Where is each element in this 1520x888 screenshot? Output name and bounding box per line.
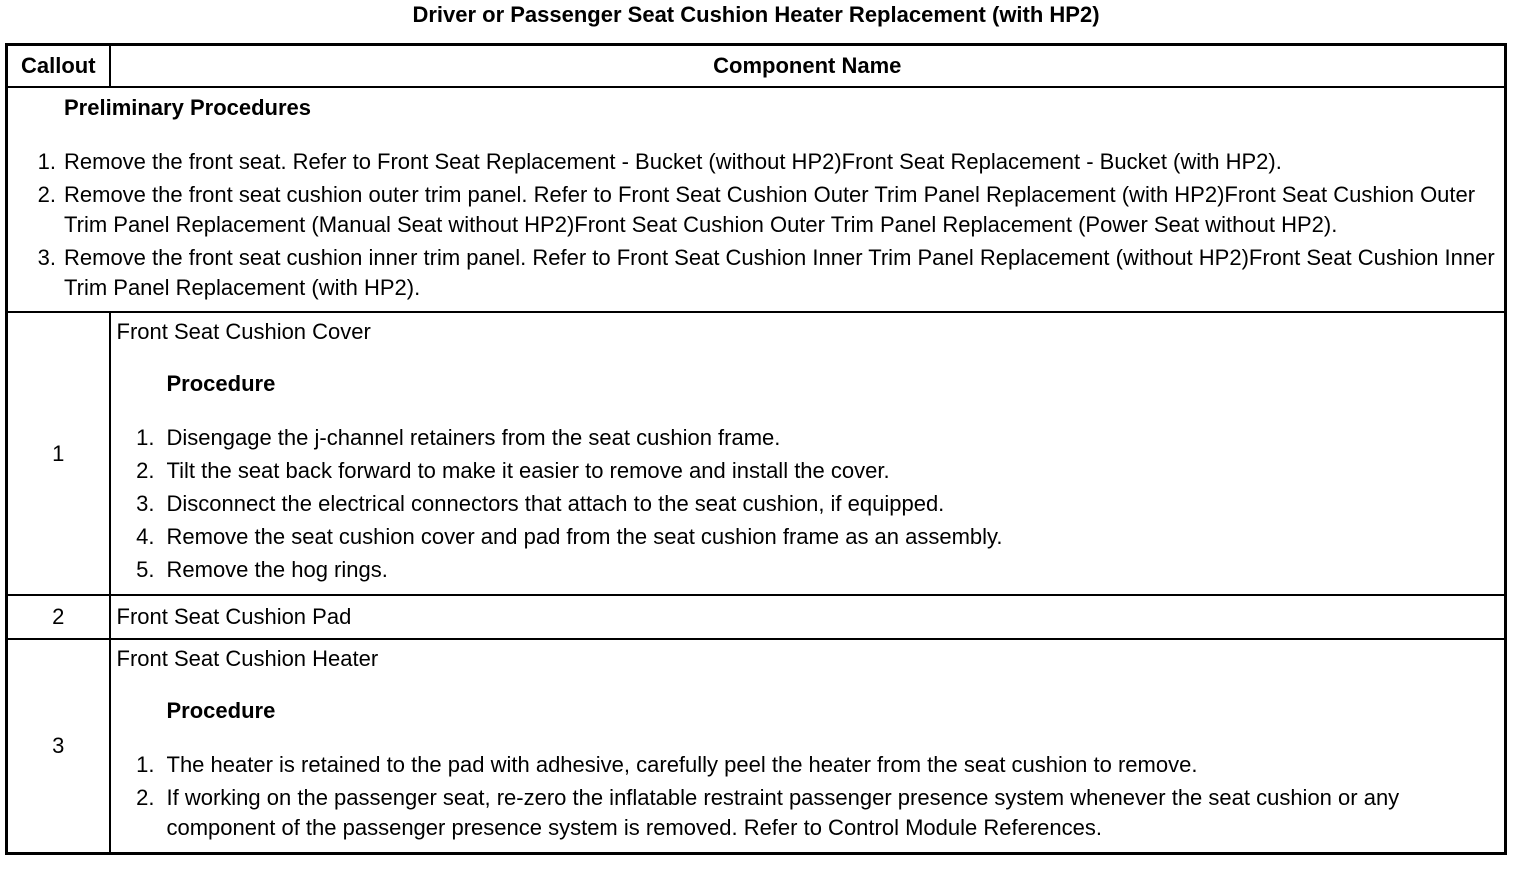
procedure-heading: Procedure xyxy=(166,698,276,723)
preliminary-steps xyxy=(22,147,1498,303)
header-callout: Callout xyxy=(7,45,110,88)
step-text: Remove the hog rings. xyxy=(166,557,388,582)
component-name: Front Seat Cushion Heater xyxy=(116,646,379,671)
callout-cell: 2 xyxy=(7,595,110,639)
step-text: Disengage the j-channel retainers from the seat cushion frame. xyxy=(166,425,781,450)
procedure-steps xyxy=(117,423,1499,585)
list-item: 2. Remove the front seat cushion outer trim panel. Refer to Front Seat Cushion Outer Trim Panel Replacement (with HP2)Front Seat Cushion Outer Trim Panel Replacement (Manual Seat without HP2)Front Seat Cushion Outer Trim Panel Replacement (Power Seat without HP2). xyxy=(37,182,1476,237)
component-name: Front Seat Cushion Cover xyxy=(116,319,371,344)
procedure-table xyxy=(5,43,1507,855)
table-header-row xyxy=(7,45,1506,88)
component-cell xyxy=(110,639,1506,854)
list-item: 1. Disengage the j-channel retainers from the seat cushion frame. xyxy=(136,425,781,450)
preliminary-heading: Preliminary Procedures xyxy=(64,95,312,120)
step-text: Remove the front seat. Refer to Front Seat Replacement - Bucket (without HP2)Front Seat Replacement - Bucket (with HP2). xyxy=(64,149,1282,174)
header-component-name: Component Name xyxy=(110,45,1506,88)
table-row xyxy=(7,312,1506,595)
procedure-heading: Procedure xyxy=(166,371,276,396)
component-cell xyxy=(110,312,1506,595)
preliminary-cell xyxy=(7,87,1506,312)
callout-cell: 1 xyxy=(7,312,110,595)
step-text: Tilt the seat back forward to make it easier to remove and install the cover. xyxy=(166,458,890,483)
list-item: 2. If working on the passenger seat, re-zero the inflatable restraint passenger presence system whenever the seat cushion or any component of the passenger presence system is removed. Refer to Control Module References. xyxy=(136,785,1400,840)
table-row xyxy=(7,639,1506,854)
step-text: If working on the passenger seat, re-zero the inflatable restraint passenger presence system whenever the seat cushion or any component of the passenger presence system is removed. Refer to Control Module References. xyxy=(166,785,1400,840)
procedure-steps xyxy=(117,750,1499,843)
list-item: 1. The heater is retained to the pad with adhesive, carefully peel the heater from the seat cushion to remove. xyxy=(136,752,1198,777)
component-name: Front Seat Cushion Pad xyxy=(110,595,1506,639)
step-text: Remove the front seat cushion outer trim panel. Refer to Front Seat Cushion Outer Trim Panel Replacement (with HP2)Front Seat Cushion Outer Trim Panel Replacement (Manual Seat without HP2)Front Seat Cushion Outer Trim Panel Replacement (Power Seat without HP2). xyxy=(64,182,1476,237)
list-item: 1. Remove the front seat. Refer to Front Seat Replacement - Bucket (without HP2)Front Seat Replacement - Bucket (with HP2). xyxy=(37,149,1282,174)
preliminary-row xyxy=(7,87,1506,312)
table-row xyxy=(7,595,1506,639)
list-item: 2. Tilt the seat back forward to make it easier to remove and install the cover. xyxy=(136,458,890,483)
document-title: Driver or Passenger Seat Cushion Heater Replacement (with HP2) xyxy=(412,2,1100,27)
step-text: The heater is retained to the pad with adhesive, carefully peel the heater from the seat cushion to remove. xyxy=(166,752,1198,777)
list-item: 5. Remove the hog rings. xyxy=(136,557,388,582)
step-text: Disconnect the electrical connectors that attach to the seat cushion, if equipped. xyxy=(166,491,945,516)
list-item: 3. Disconnect the electrical connectors that attach to the seat cushion, if equipped. xyxy=(136,491,945,516)
list-item: 4. Remove the seat cushion cover and pad from the seat cushion frame as an assembly. xyxy=(136,524,1003,549)
step-text: Remove the seat cushion cover and pad from the seat cushion frame as an assembly. xyxy=(166,524,1003,549)
step-text: Remove the front seat cushion inner trim panel. Refer to Front Seat Cushion Inner Trim Panel Replacement (without HP2)Front Seat Cushion Inner Trim Panel Replacement (with HP2). xyxy=(64,245,1495,300)
callout-cell: 3 xyxy=(7,639,110,854)
list-item: 3. Remove the front seat cushion inner trim panel. Refer to Front Seat Cushion Inner Trim Panel Replacement (without HP2)Front Seat Cushion Inner Trim Panel Replacement (with HP2). xyxy=(37,245,1495,300)
